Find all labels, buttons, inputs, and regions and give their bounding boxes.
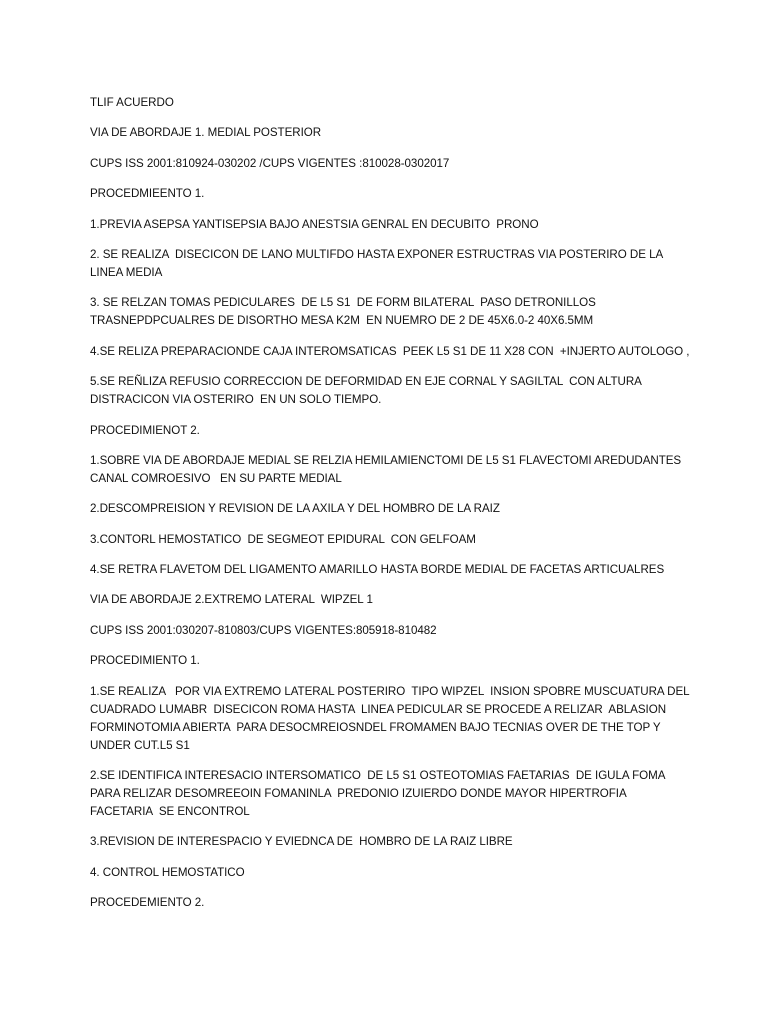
paragraph-line: VIA DE ABORDAJE 1. MEDIAL POSTERIOR — [90, 126, 322, 140]
paragraph-line: 5.SE REÑLIZA REFUSIO CORRECCION DE DEFORMIDAD EN EJE CORNAL Y SAGILTAL CON ALTURA — [90, 375, 642, 389]
paragraph-line: PROCEDIMIENOT 2. — [90, 423, 200, 437]
paragraph-line: 4. CONTROL HEMOSTATICO — [90, 865, 245, 879]
paragraph-line: LINEA MEDIA — [90, 265, 163, 279]
document-paragraph — [90, 94, 690, 112]
paragraph-line: PROCEDMIEENTO 1. — [90, 187, 205, 201]
document-paragraph — [90, 500, 690, 518]
paragraph-line: 1.PREVIA ASEPSA YANTISEPSIA BAJO ANESTSIA GENRAL EN DECUBITO PRONO — [90, 217, 539, 231]
paragraph-line: PROCEDIMIENTO 1. — [90, 654, 200, 668]
paragraph-line: UNDER CUT.L5 S1 — [90, 738, 190, 752]
document-paragraph — [90, 894, 690, 912]
paragraph-line: 4.SE RETRA FLAVETOM DEL LIGAMENTO AMARILLO HASTA BORDE MEDIAL DE FACETAS ARTICUALRES — [90, 563, 665, 577]
document-paragraph — [90, 452, 690, 488]
paragraph-line: FACETARIA SE ENCONTROL — [90, 805, 250, 819]
paragraph-line: 3.CONTORL HEMOSTATICO DE SEGMEOT EPIDURAL CON GELFOAM — [90, 532, 476, 546]
document-paragraph — [90, 591, 690, 609]
paragraph-line: 2.DESCOMPREISION Y REVISION DE LA AXILA Y DEL HOMBRO DE LA RAIZ — [90, 502, 500, 516]
paragraph-line: 1.SE REALIZA POR VIA EXTREMO LATERAL POSTERIRO TIPO WIPZEL INSION SPOBRE MUSCUATURA DEL — [90, 684, 690, 698]
document-paragraph — [90, 422, 690, 440]
paragraph-line: FORMINOTOMIA ABIERTA PARA DESOCMREIOSNDEL FROMAMEN BAJO TECNIAS OVER DE THE TOP Y — [90, 720, 661, 734]
document-paragraph — [90, 246, 690, 282]
paragraph-line: 4.SE RELIZA PREPARACIONDE CAJA INTEROMSATICAS PEEK L5 S1 DE 11 X28 CON +INJERTO AUTOLOGO , — [90, 344, 690, 358]
paragraph-line: 1.SOBRE VIA DE ABORDAJE MEDIAL SE RELZIA HEMILAMIENCTOMI DE L5 S1 FLAVECTOMI AREDUDANTES — [90, 453, 682, 467]
paragraph-line: PARA RELIZAR DESOMREEOIN FOMANINLA PREDONIO IZUIERDO DONDE MAYOR HIPERTROFIA — [90, 787, 627, 801]
paragraph-line: TRASNEPDPCUALRES DE DISORTHO MESA K2M EN NUEMRO DE 2 DE 45X6.0-2 40X6.5MM — [90, 314, 594, 328]
paragraph-line: 3.REVISION DE INTERESPACIO Y EVIEDNCA DE HOMBRO DE LA RAIZ LIBRE — [90, 835, 513, 849]
document-paragraph — [90, 622, 690, 640]
paragraph-line: DISTRACICON VIA OSTERIRO EN UN SOLO TIEMPO. — [90, 393, 382, 407]
paragraph-line: 2. SE REALIZA DISECICON DE LANO MULTIFDO HASTA EXPONER ESTRUCTRAS VIA POSTERIRO DE LA — [90, 247, 664, 261]
document-paragraph — [90, 155, 690, 173]
document-paragraph — [90, 561, 690, 579]
paragraph-line: CUPS ISS 2001:030207-810803/CUPS VIGENTES:805918-810482 — [90, 623, 437, 637]
paragraph-line: 3. SE RELZAN TOMAS PEDICULARES DE L5 S1 DE FORM BILATERAL PASO DETRONILLOS — [90, 296, 596, 310]
paragraph-line: CUADRADO LUMABR DISECICON ROMA HASTA LINEA PEDICULAR SE PROCEDE A RELIZAR ABLASION — [90, 702, 667, 716]
paragraph-line: PROCEDEMIENTO 2. — [90, 896, 205, 910]
document-paragraph — [90, 373, 690, 409]
document-paragraph — [90, 652, 690, 670]
paragraph-line: CUPS ISS 2001:810924-030202 /CUPS VIGENTES :810028-0302017 — [90, 156, 450, 170]
document-paragraph — [90, 343, 690, 361]
paragraph-line: CANAL COMROESIVO EN SU PARTE MEDIAL — [90, 471, 342, 485]
document-paragraph — [90, 216, 690, 234]
document-paragraph — [90, 294, 690, 330]
document-paragraph — [90, 531, 690, 549]
document-paragraph — [90, 833, 690, 851]
document-paragraph — [90, 767, 690, 821]
paragraph-line: TLIF ACUERDO — [90, 96, 174, 109]
document-paragraph — [90, 683, 690, 755]
document-paragraph — [90, 124, 690, 142]
document-paragraph — [90, 864, 690, 882]
paragraph-line: VIA DE ABORDAJE 2.EXTREMO LATERAL WIPZEL 1 — [90, 593, 373, 607]
document-paragraph — [90, 185, 690, 203]
paragraph-line: 2.SE IDENTIFICA INTERESACIO INTERSOMATICO DE L5 S1 OSTEOTOMIAS FAETARIAS DE IGULA FOMA — [90, 769, 666, 783]
document-body — [90, 94, 690, 925]
